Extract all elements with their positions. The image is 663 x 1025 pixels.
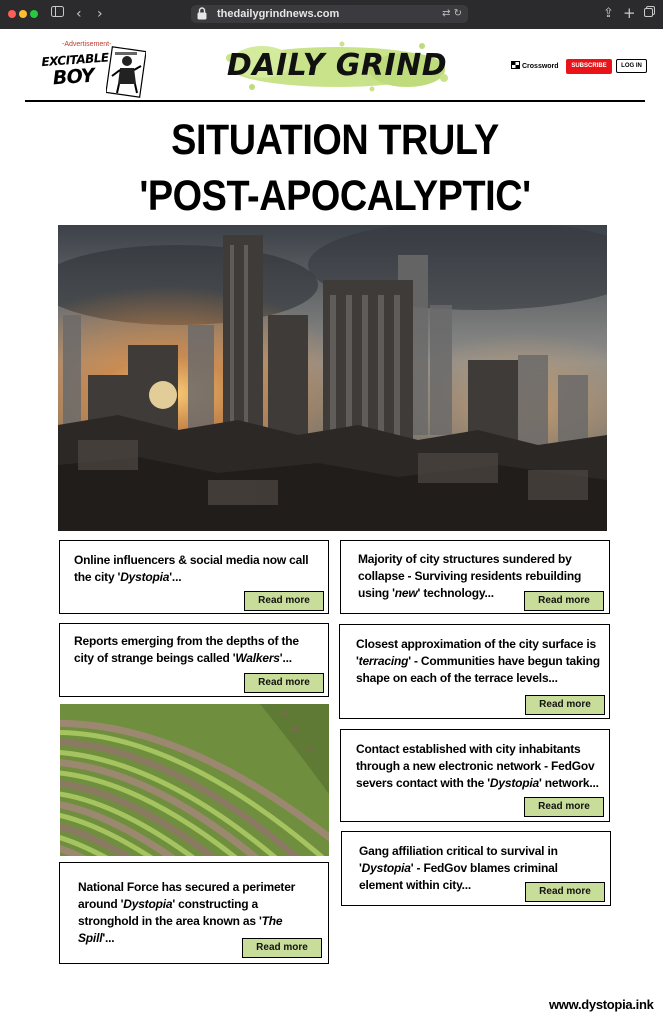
address-bar[interactable] xyxy=(191,5,468,23)
ad-comic-figure[interactable] xyxy=(106,46,146,98)
story-text-influencers: Online influencers & social media now call the city 'Dystopia'... xyxy=(74,553,309,584)
logo-text: DAILY GRIND xyxy=(226,48,448,83)
masthead-divider xyxy=(25,100,645,102)
read-more-button[interactable]: Read more xyxy=(244,673,324,693)
tabs-icon[interactable] xyxy=(644,6,655,22)
headline-line1: SITUATION TRULY xyxy=(171,116,499,164)
url-text: thedailygrindnews.com xyxy=(217,8,340,20)
ad-brand-line2: BOY xyxy=(52,64,95,90)
story-card-gang[interactable] xyxy=(341,831,611,906)
story-card-terracing[interactable] xyxy=(339,624,610,719)
terraces-image[interactable] xyxy=(60,704,329,856)
browser-toolbar xyxy=(0,0,663,29)
story-text-walkers: Reports emerging from the depths of the city of strange beings called 'Walkers'... xyxy=(74,634,299,665)
translate-reload-icons[interactable]: ⇄ ↻ xyxy=(442,8,462,19)
story-text-structures: Majority of city structures sundered by collapse - Surviving residents rebuilding using 'new' technology... xyxy=(358,552,582,600)
read-more-button[interactable]: Read more xyxy=(244,591,324,611)
read-more-button[interactable]: Read more xyxy=(524,591,604,611)
ad-brand-line1: EXCITABLE xyxy=(40,50,110,70)
sidebar-icon[interactable] xyxy=(51,6,64,22)
crossword-icon xyxy=(511,61,520,69)
subscribe-button[interactable]: SUBSCRIBE xyxy=(566,59,612,74)
login-button[interactable]: LOG IN xyxy=(616,59,647,73)
close-window-button[interactable] xyxy=(8,10,16,18)
lock-icon xyxy=(197,7,207,20)
headline-line2: 'POST-APOCALYPTIC' xyxy=(139,172,531,220)
share-icon[interactable]: ⇪ xyxy=(603,6,614,21)
story-card-national-force[interactable] xyxy=(59,862,329,964)
plus-icon[interactable]: + xyxy=(623,4,636,22)
footer-url-link[interactable]: www.dystopia.ink xyxy=(549,997,654,1012)
main-headline xyxy=(93,112,577,224)
read-more-button[interactable]: Read more xyxy=(242,938,322,958)
story-card-influencers[interactable] xyxy=(59,540,329,614)
story-text-national-force: National Force has secured a perimeter around 'Dystopia' constructing a stronghold in the area known as 'The Spill'... xyxy=(78,880,296,945)
chevron-left-icon[interactable]: ‹ xyxy=(76,6,82,22)
story-text-network: Contact established with city inhabitants through a new electronic network - FedGov severs contact with the 'Dystopia' network... xyxy=(356,742,599,790)
read-more-button[interactable]: Read more xyxy=(525,882,605,902)
story-card-walkers[interactable] xyxy=(59,623,329,697)
story-text-terracing: Closest approximation of the city surface is 'terracing' - Communities have begun taking shape on each of the terrace levels... xyxy=(356,637,600,685)
story-card-network[interactable] xyxy=(340,729,610,822)
hero-ruined-city-image[interactable] xyxy=(58,225,607,531)
daily-grind-logo[interactable] xyxy=(222,40,452,92)
zoom-window-button[interactable] xyxy=(30,10,38,18)
crossword-label: Crossword xyxy=(522,63,559,70)
advertisement-label: -Advertisement- xyxy=(62,41,112,48)
read-more-button[interactable]: Read more xyxy=(525,695,605,715)
chevron-right-icon[interactable]: › xyxy=(97,6,103,22)
read-more-button[interactable]: Read more xyxy=(524,797,604,817)
crossword-link[interactable] xyxy=(511,61,559,72)
story-text-gang: Gang affiliation critical to survival in 'Dystopia' - FedGov blames criminal element within city... xyxy=(359,844,558,892)
ad-brand-logo[interactable] xyxy=(40,50,110,90)
minimize-window-button[interactable] xyxy=(19,10,27,18)
story-card-structures[interactable] xyxy=(340,540,610,614)
